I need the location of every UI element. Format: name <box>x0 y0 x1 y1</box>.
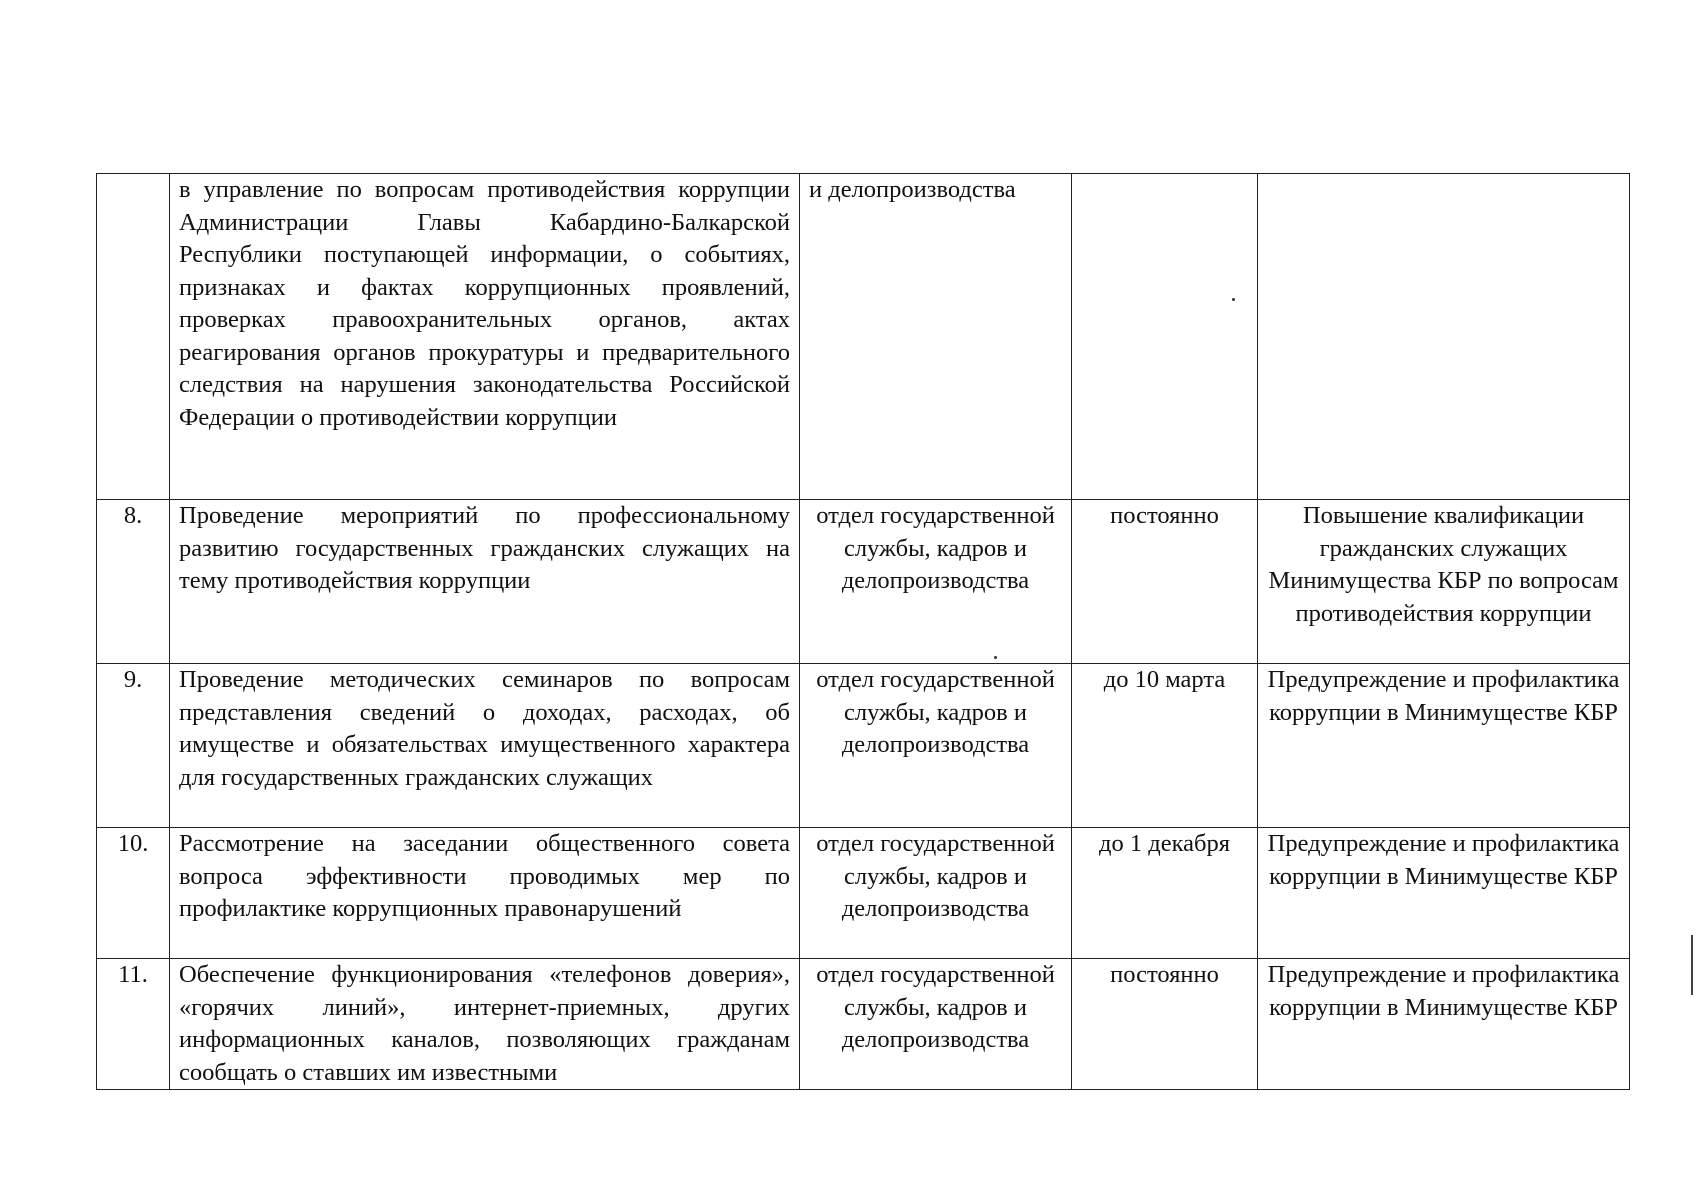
table-row <box>97 959 1630 1090</box>
expected-result: Предупреждение и профилактика коррупции в Минимуществе КБР <box>1258 664 1630 828</box>
scan-speck <box>1232 298 1235 301</box>
measure-description: в управление по вопросам противодействия коррупции Администрации Главы Кабардино-Балкарской Республики поступающей информации, о событиях, признаках и фактах коррупционных проявлений, проверках правоохранительных органов, актах реагирования органов прокуратуры и предварительного следствия на нарушения законодательства Российской Федерации о противодействии коррупции <box>170 174 800 500</box>
deadline: до 10 марта <box>1072 664 1258 828</box>
action-plan-table <box>96 173 1630 1090</box>
deadline <box>1072 174 1258 500</box>
scan-edge-mark <box>1691 935 1693 995</box>
responsible-unit: отдел государственной службы, кадров и делопроизводства <box>800 500 1072 664</box>
row-number: 10. <box>97 828 170 959</box>
responsible-unit: отдел государственной службы, кадров и делопроизводства <box>800 828 1072 959</box>
expected-result: Предупреждение и профилактика коррупции в Минимуществе КБР <box>1258 959 1630 1090</box>
table-row <box>97 664 1630 828</box>
table-row <box>97 500 1630 664</box>
row-number <box>97 174 170 500</box>
scan-speck <box>994 656 997 659</box>
table-row <box>97 828 1630 959</box>
expected-result: Повышение квалификации гражданских служащих Минимущества КБР по вопросам противодействия коррупции <box>1258 500 1630 664</box>
measure-description: Проведение мероприятий по профессиональному развитию государственных гражданских служащих на тему противодействия коррупции <box>170 500 800 664</box>
deadline: постоянно <box>1072 959 1258 1090</box>
expected-result <box>1258 174 1630 500</box>
measure-description: Рассмотрение на заседании общественного совета вопроса эффективности проводимых мер по профилактике коррупционных правонарушений <box>170 828 800 959</box>
responsible-unit: отдел государственной службы, кадров и делопроизводства <box>800 664 1072 828</box>
expected-result: Предупреждение и профилактика коррупции в Минимуществе КБР <box>1258 828 1630 959</box>
table-row <box>97 174 1630 500</box>
measure-description: Проведение методических семинаров по вопросам представления сведений о доходах, расходах, об имуществе и обязательствах имущественного характера для государственных гражданских служащих <box>170 664 800 828</box>
row-number: 8. <box>97 500 170 664</box>
deadline: постоянно <box>1072 500 1258 664</box>
deadline: до 1 декабря <box>1072 828 1258 959</box>
row-number: 11. <box>97 959 170 1090</box>
measure-description: Обеспечение функционирования «телефонов доверия», «горячих линий», интернет-приемных, других информационных каналов, позволяющих гражданам сообщать о ставших им известными <box>170 959 800 1090</box>
responsible-unit: отдел государственной службы, кадров и делопроизводства <box>800 959 1072 1090</box>
row-number: 9. <box>97 664 170 828</box>
responsible-unit: и делопроизводства <box>800 174 1072 500</box>
